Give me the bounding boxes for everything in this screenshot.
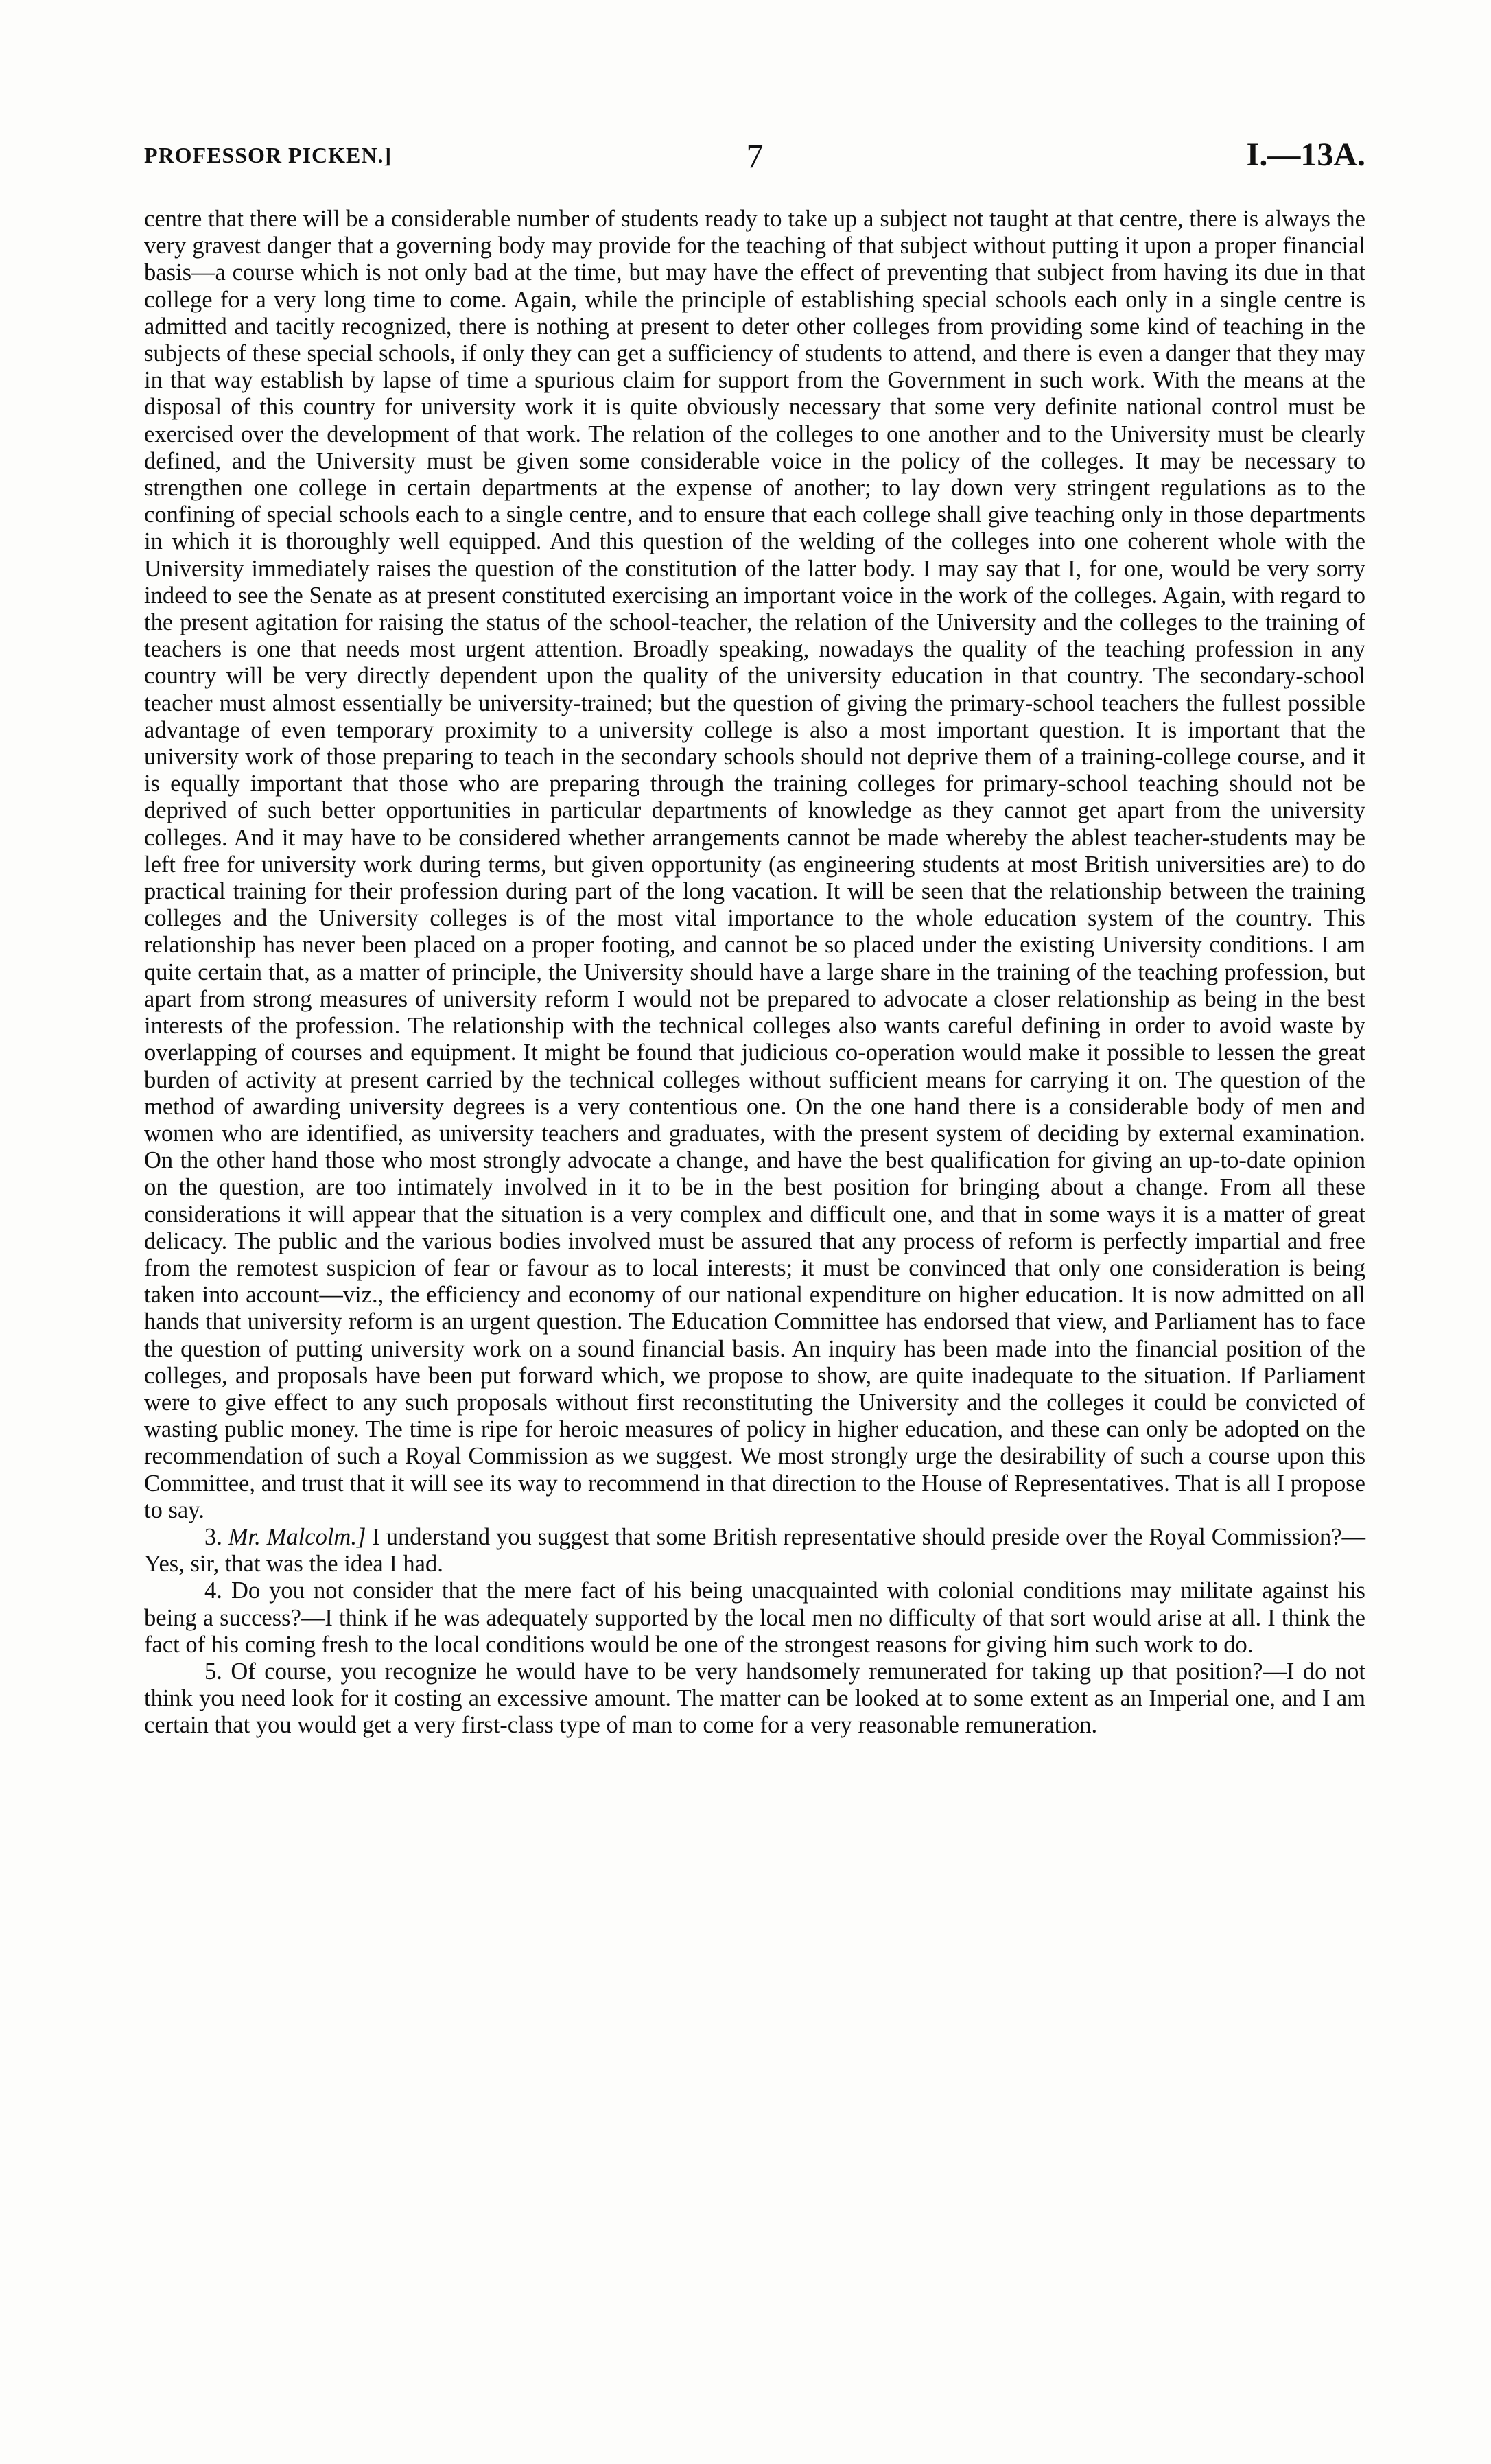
question-4: [144, 1577, 1365, 1658]
continued-answer-paragraph: centre that there will be a considerable number of students ready to take up a subject not taught at that centre, there is always the very gravest danger that a governing body may provide for the teaching of that subject without putting it upon a proper financial basis—a course which is not only bad at the time, but may have the effect of preventing that subject from having its due in that college for a very long time to come. Again, while the principle of establishing special schools each only in a single centre is admitted and tacitly recognized, there is nothing at present to deter other colleges from providing some kind of teaching in the subjects of these special schools, if only they can get a sufficiency of students to attend, and there is even a danger that they may in that way establish by lapse of time a spurious claim for support from the Government in such work. With the means at the disposal of this country for university work it is quite obviously necessary that some very definite national control must be exercised over the development of that work. The relation of the colleges to one another and to the University must be clearly defined, and the University must be given some considerable voice in the policy of the colleges. It may be necessary to strengthen one college in certain departments at the expense of another; to lay down very stringent regulations as to the confining of special schools each to a single centre, and to ensure that each college shall give teaching only in those departments in which it is thoroughly well equipped. And this question of the welding of the colleges into one coherent whole with the University immediately raises the question of the constitution of the latter body. I may say that I, for one, would be very sorry indeed to see the Senate as at present constituted exercising an important voice in the work of the colleges. Again, with regard to the present agitation for raising the status of the school-teacher, the relation of the University and the colleges to the training of teachers is one that needs most urgent attention. Broadly speaking, nowadays the quality of the teaching profession in any country will be very directly dependent upon the quality of the university education in that country. The secondary-school teacher must almost essentially be university-trained; but the question of giving the primary-school teachers the fullest possible advantage of even temporary proximity to a university college is also a most important question. It is important that the university work of those preparing to teach in the secondary schools should not deprive them of a training-college course, and it is equally important that those who are preparing through the training colleges for primary-school teaching should not be deprived of such better opportunities in particular departments of knowledge as they cannot get apart from the university colleges. And it may have to be considered whether arrangements cannot be made whereby the ablest teacher-students may be left free for university work during terms, but given opportunity (as engineering students at most British universities are) to do practical training for their profession during part of the long vacation. It will be seen that the relationship between the training colleges and the University colleges is of the most vital importance to the whole education system of the country. This relationship has never been placed on a proper footing, and cannot be so placed under the existing University conditions. I am quite certain that, as a matter of principle, the University should have a large share in the training of the teaching profession, but apart from strong measures of university reform I would not be prepared to advocate a closer relationship as being in the best interests of the profession. The relationship with the technical colleges also wants careful defining in order to avoid waste by overlapping of courses and equipment. It might be found that judicious co-operation would make it possible to lessen the great burden of activity at present carried by the technical colleges without sufficient means for carrying it on. The question of the method of awarding university degrees is a very contentious one. On the one hand there is a considerable body of men and women who are identified, as university teachers and graduates, with the present system of deciding by external examination. On the other hand those who most strongly advocate a change, and have the best qualification for giving an up-to-date opinion on the question, are too intimately involved in it to be in the best position for bringing about a change. From all these considerations it will appear that the situation is a very complex and difficult one, and that in some ways it is a matter of great delicacy. The public and the various bodies involved must be assured that any process of reform is perfectly impartial and free from the remotest suspicion of fear or favour as to local interests; it must be convinced that only one consideration is being taken into account—viz., the efficiency and economy of our national expenditure on higher education. It is now admitted on all hands that university reform is an urgent question. The Education Committee has endorsed that view, and Parliament has to face the question of putting university work on a sound financial basis. An inquiry has been made into the financial position of the colleges, and proposals have been put forward which, we propose to show, are quite inadequate to the situation. If Parliament were to give effect to any such proposals without first reconstituting the University and the colleges it could be convicted of wasting public money. The time is ripe for heroic measures of policy in higher education, and these can only be adopted on the recommendation of such a Royal Commission as we suggest. We most strongly urge the desirability of such a course upon this Committee, and trust that it will see its way to recommend in that direction to the House of Representatives. That is all I propose to say.: [144, 206, 1365, 1523]
page-number: 7: [746, 137, 764, 175]
question-text: Of course, you recognize he would have to be very handsomely remunerated for taking up that position?—I do not think you need look for it costing an excessive amount. The matter can be looked at to some extent as an Imperial one, and I am certain that you would get a very first-class type of man to come for a very reasonable remuneration.: [144, 1658, 1365, 1739]
question-number: 5.: [204, 1658, 222, 1685]
running-head-speaker: PROFESSOR PICKEN.]: [144, 143, 392, 167]
question-5: [144, 1658, 1365, 1739]
question-3: [144, 1524, 1365, 1577]
document-reference: I.—13A.: [1246, 137, 1365, 173]
page-body: [144, 206, 1365, 1739]
speaker-name: Mr. Malcolm.]: [228, 1523, 366, 1550]
page-header: [144, 136, 1365, 177]
question-text: I understand you suggest that some British representative should preside over the Royal Commission?—Yes, sir, that was the idea I had.: [144, 1523, 1366, 1577]
question-number: 3.: [204, 1523, 222, 1550]
question-text: Do you not consider that the mere fact of his being unacquainted with colonial conditions may militate against his being a success?—I think if he was adequately supported by the local men no difficulty of that sort would arise at all. I think the fact of his coming fresh to the local conditions would be one of the strongest reasons for giving him such work to do.: [144, 1577, 1365, 1658]
question-number: 4.: [204, 1577, 222, 1604]
